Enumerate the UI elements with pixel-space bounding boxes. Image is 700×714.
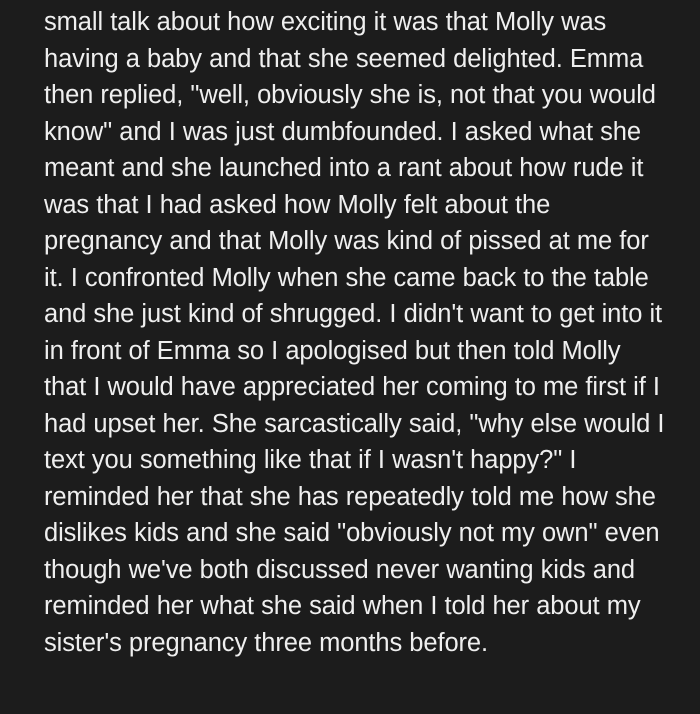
- story-body-text: small talk about how exciting it was that Molly was having a baby and that she seemed delighted. Emma then replied, "well, obviously she is, not that you would know" and I was just dumbfounded. I asked what she meant and she launched into a rant about how rude it was that I had asked how Molly felt about the pregnancy and that Molly was kind of pissed at me for it. I confronted Molly when she came back to the table and she just kind of shrugged. I didn't want to get into it in front of Emma so I apologised but then told Molly that I would have appreciated her coming to me first if I had upset her. She sarcastically said, "why else would I text you something like that if I wasn't happy?" I reminded her that she has repeatedly told me how she dislikes kids and she said "obviously not my own" even though we've both discussed never wanting kids and reminded her what she said when I told her about my sister's pregnancy three months before.: [44, 8, 672, 657]
